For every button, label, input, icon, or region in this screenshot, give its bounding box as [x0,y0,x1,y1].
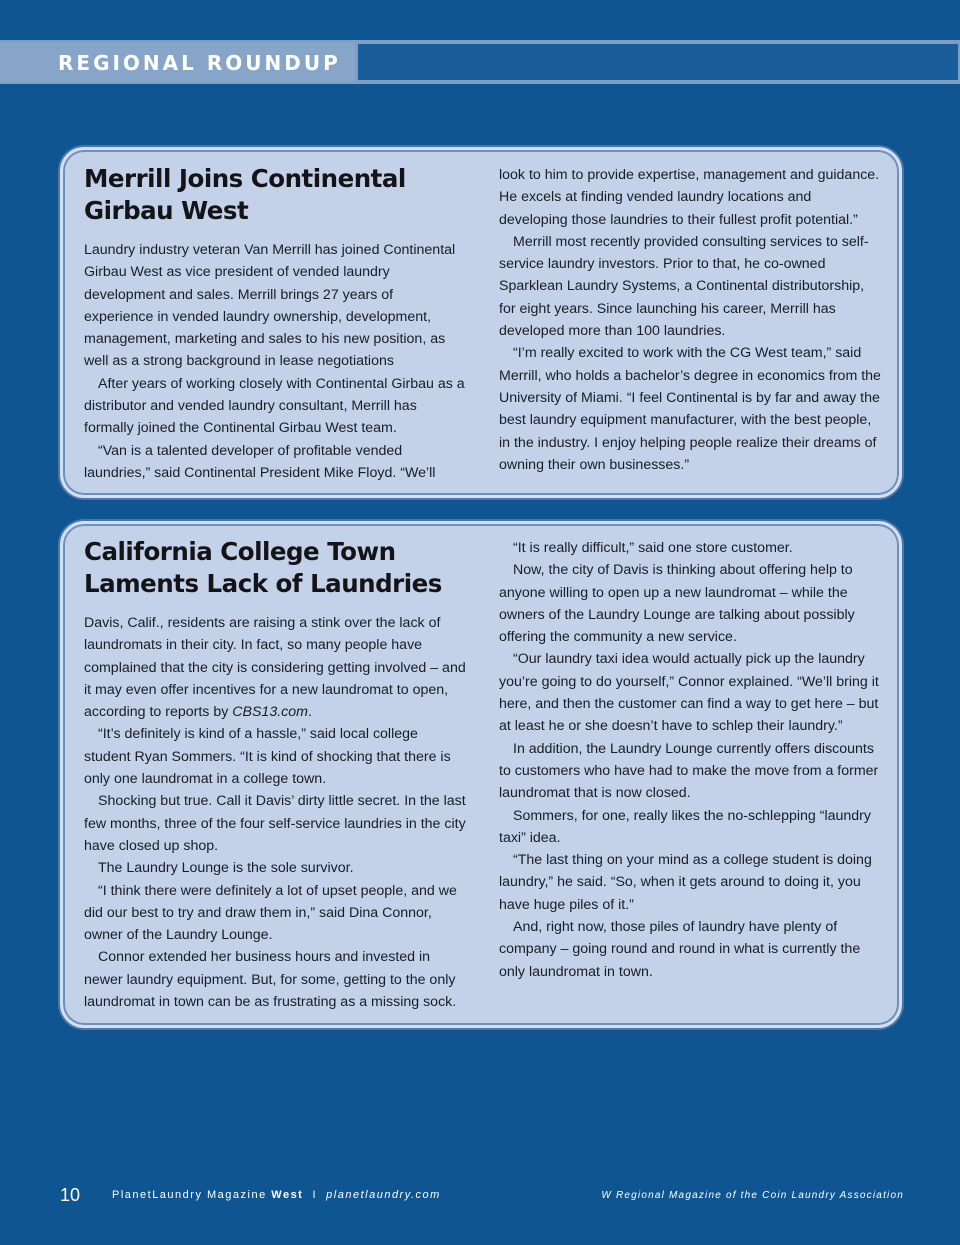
paragraph: “I think there were definitely a lot of upset people, and we did our best to try and draw them in,” said Dina Connor, owner of the Laundry Lounge. [84,882,457,944]
source-citation: CBS13.com [232,704,308,721]
article1-right-column [499,164,881,476]
paragraph: Merrill most recently provided consulting services to self-service laundry investors. Prior to that, he co-owned Sparklean Laundry Systems, a Continental distributorship, for eight years. Since launching his career, Merrill has developed more than 100 laundries. [499,233,869,340]
magazine-credit: PlanetLaundry Magazine West I planetlaundry.com [112,1189,441,1201]
article2-left-column [84,536,466,1013]
paragraph: “Our laundry taxi idea would actually pick up the laundry you’re going to do yourself,” Connor explained. “We’ll bring it here, and then the customer can find a way to get here – but at least he or she doesn’t have to schlep their laundry.” [499,651,879,735]
article1-headline: Merrill Joins Continental Girbau West [84,164,406,225]
paragraph: Shocking but true. Call it Davis’ dirty little secret. In the last few months, three of the four self-service laundries in the city have closed up shop. [84,793,466,854]
section-title: REGIONAL ROUNDUP [58,51,341,75]
paragraph: After years of working closely with Continental Girbau as a distributor and vended laundry consultant, Merrill has formally joined the Continental Girbau West team. [84,375,465,437]
paragraph: Sommers, for one, really likes the no-schlepping “laundry taxi” idea. [499,807,872,846]
header-accent [358,44,958,80]
page-number: 10 [60,1185,81,1205]
paragraph: look to him to provide expertise, management and guidance. He excels at finding vended laundry locations and developing those laundries to their fullest profit potential.” [499,167,880,228]
paragraph: “It’s definitely is kind of a hassle,” said local college student Ryan Sommers. “It is kind of shocking that there is only one laundromat in a college town. [84,726,451,788]
article2-headline: California College Town Laments Lack of Laundries [84,537,442,598]
article2-right-column [499,537,881,983]
paragraph: Connor extended her business hours and invested in newer laundry equipment. But, for some, getting to the only laundromat in town can be as frustrating as a missing sock. [84,949,457,1011]
paragraph: Now, the city of Davis is thinking about offering help to anyone willing to open up a new laundromat – while the owners of the Laundry Lounge are talking about possibly offering the community a new service. [499,562,855,646]
paragraph: Davis, Calif., residents are raising a stink over the lack of laundromats in their city. In fact, so many people have complained that the city is considering getting involved – and it may even offer incentives for a new laundromat to open, according to reports by CBS13.com. [84,615,466,721]
paragraph: In addition, the Laundry Lounge currently offers discounts to customers who have had to make the move from a former laundromat that is now closed. [499,740,879,802]
paragraph: “It is really difficult,” said one store customer. [513,540,793,556]
article-box-california [60,521,902,1028]
footer-tagline: W Regional Magazine of the Coin Laundry Association [601,1190,904,1201]
paragraph: And, right now, those piles of laundry have plenty of company – going round and round in what is currently the only laundromat in town. [499,919,861,980]
article1-left-column [84,163,466,484]
paragraph: “The last thing on your mind as a college student is doing laundry,” he said. “So, when it gets around to doing it, you have huge piles of it.” [499,852,872,913]
paragraph: Laundry industry veteran Van Merrill has joined Continental Girbau West as vice president of vended laundry development and sales. Merrill brings 27 years of experience in vended laundry ownership, development, management, marketing and sales to his new position, as well as a strong background in lease negotiations [84,242,456,370]
paragraph: The Laundry Lounge is the sole survivor. [98,860,354,877]
article-box-merrill [60,147,902,498]
paragraph: “I’m really excited to work with the CG West team,” said Merrill, who holds a bachelor’s degree in economics from the University of Miami. “I feel Continental is by far and away the best laundry equipment manufacturer, with the best people, in the industry. I enjoy helping people realize their dreams of owning their own businesses.” [499,345,881,473]
website-link[interactable]: planetlaundry.com [326,1189,441,1201]
paragraph: “Van is a talented developer of profitable vended laundries,” said Continental President Mike Floyd. “We’ll [84,442,436,481]
